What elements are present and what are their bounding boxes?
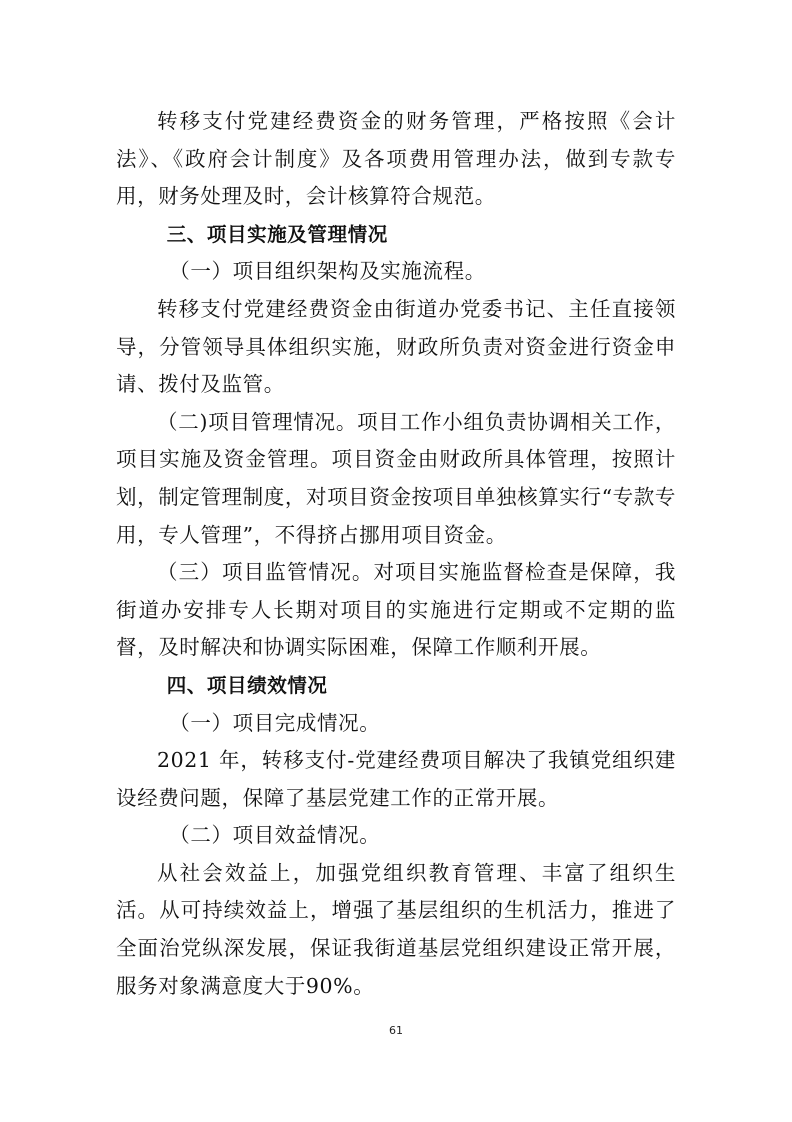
paragraph-organization: 转移支付党建经费资金由街道办党委书记、主任直接领导，分管领导具体组织实施，财政所负责对资金进行资金申请、拨付及监管。	[116, 296, 676, 397]
page-number: 61	[389, 1024, 403, 1037]
subheading-organization: （一）项目组织架构及实施流程。	[169, 259, 486, 284]
paragraph-supervision: （三）项目监管情况。对项目实施监督检查是保障，我街道办安排专人长期对项目的实施进行定期或不定期的监督，及时解决和协调实际困难，保障工作顺利开展。	[116, 560, 676, 660]
subheading-benefits: （二）项目效益情况。	[169, 823, 381, 848]
subheading-completion: （一）项目完成情况。	[169, 710, 381, 735]
paragraph-financial-management: 转移支付党建经费资金的财务管理，严格按照《会计法》、《政府会计制度》及各项费用管理办法，做到专款专用，财务处理及时，会计核算符合规范。	[116, 109, 676, 209]
section-heading-performance: 四、项目绩效情况	[166, 673, 328, 697]
paragraph-project-management: （二)项目管理情况。项目工作小组负责协调相关工作，项目实施及资金管理。项目资金由财政所具体管理，按照计划，制定管理制度，对项目资金按项目单独核算实行“专款专用，专人管理”，不得挤占挪用项目资金。	[116, 409, 676, 547]
document-body	[116, 103, 676, 1005]
paragraph-completion: 2021 年，转移支付-党建经费项目解决了我镇党组织建设经费问题，保障了基层党建工作的正常开展。	[116, 748, 676, 810]
section-heading-implementation: 三、项目实施及管理情况	[166, 222, 388, 246]
paragraph-benefits: 从社会效益上，加强党组织教育管理、丰富了组织生活。从可持续效益上，增强了基层组织的生机活力，推进了全面治党纵深发展，保证我街道基层党组织建设正常开展，服务对象满意度大于90%。	[116, 860, 676, 998]
